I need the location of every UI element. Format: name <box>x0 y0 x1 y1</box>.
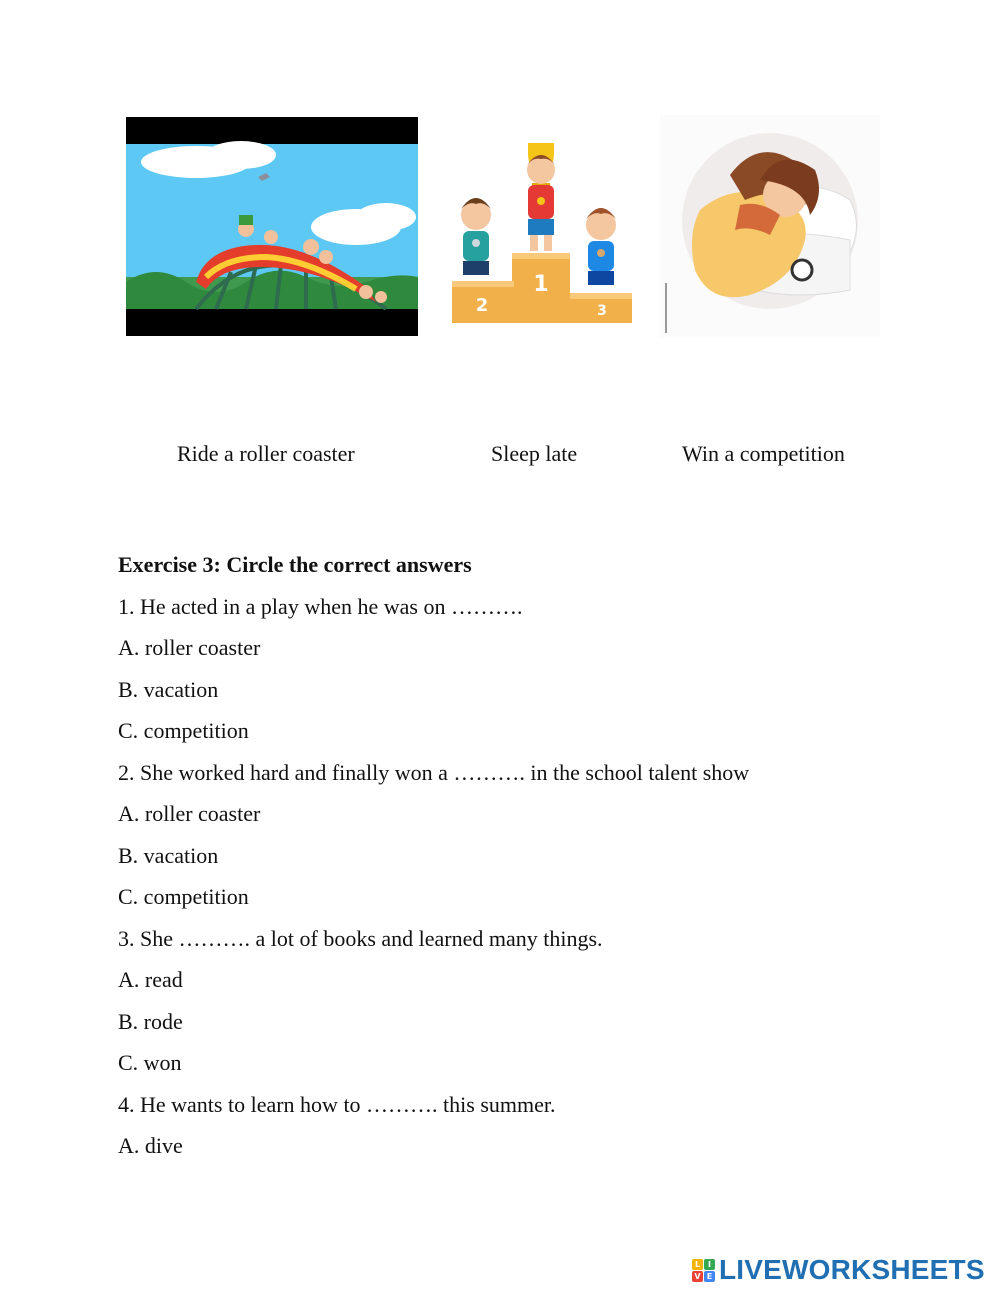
q3-option-c[interactable]: C. won <box>118 1050 182 1075</box>
logo-letter: L <box>692 1259 703 1270</box>
roller-coaster-image <box>126 117 418 336</box>
woman-sleeping-with-alarm-clock-illustration <box>660 115 880 337</box>
q1-option-b[interactable]: B. vacation <box>118 676 219 702</box>
q4-option-a[interactable]: A. dive <box>118 1133 183 1158</box>
q3-option-b[interactable]: B. rode <box>118 1008 183 1034</box>
q2-option-b[interactable]: B. vacation <box>118 842 219 868</box>
q1-option-a[interactable]: A. roller coaster <box>118 635 261 660</box>
exercise-title: Exercise 3: Circle the correct answers <box>118 552 472 577</box>
caption-win-competition: Win a competition <box>682 441 845 466</box>
q1-option-c[interactable]: C. competition <box>118 718 249 743</box>
roller-coaster-illustration <box>126 117 418 336</box>
logo-mark-icon <box>692 1259 715 1282</box>
question-3: 3. She ………. a lot of books and learned many things. <box>118 925 603 951</box>
logo-letter: I <box>704 1259 715 1270</box>
podium-image <box>440 125 636 325</box>
caption-sleep-late: Sleep late <box>491 441 578 466</box>
sleeping-image <box>660 115 880 337</box>
podium-number-1: 1 <box>533 272 549 297</box>
podium-number-2: 2 <box>475 295 489 316</box>
kids-on-winners-podium-illustration <box>440 125 636 325</box>
logo-text: LIVEWORKSHEETS <box>719 1254 985 1285</box>
question-4: 4. He wants to learn how to ………. this summer. <box>118 1091 556 1117</box>
q2-option-c[interactable]: C. competition <box>118 884 249 909</box>
q2-option-a[interactable]: A. roller coaster <box>118 801 261 826</box>
question-2: 2. She worked hard and finally won a ………. in the school talent show <box>118 759 750 785</box>
podium-number-3: 3 <box>597 303 607 319</box>
liveworksheets-logo <box>692 1254 985 1286</box>
caption-ride-roller-coaster: Ride a roller coaster <box>177 441 355 466</box>
q3-option-a[interactable]: A. read <box>118 967 183 992</box>
exercise-3 <box>118 551 878 1174</box>
logo-letter: E <box>704 1271 715 1282</box>
logo-letter: V <box>692 1271 703 1282</box>
question-1: 1. He acted in a play when he was on ………. <box>118 593 523 619</box>
